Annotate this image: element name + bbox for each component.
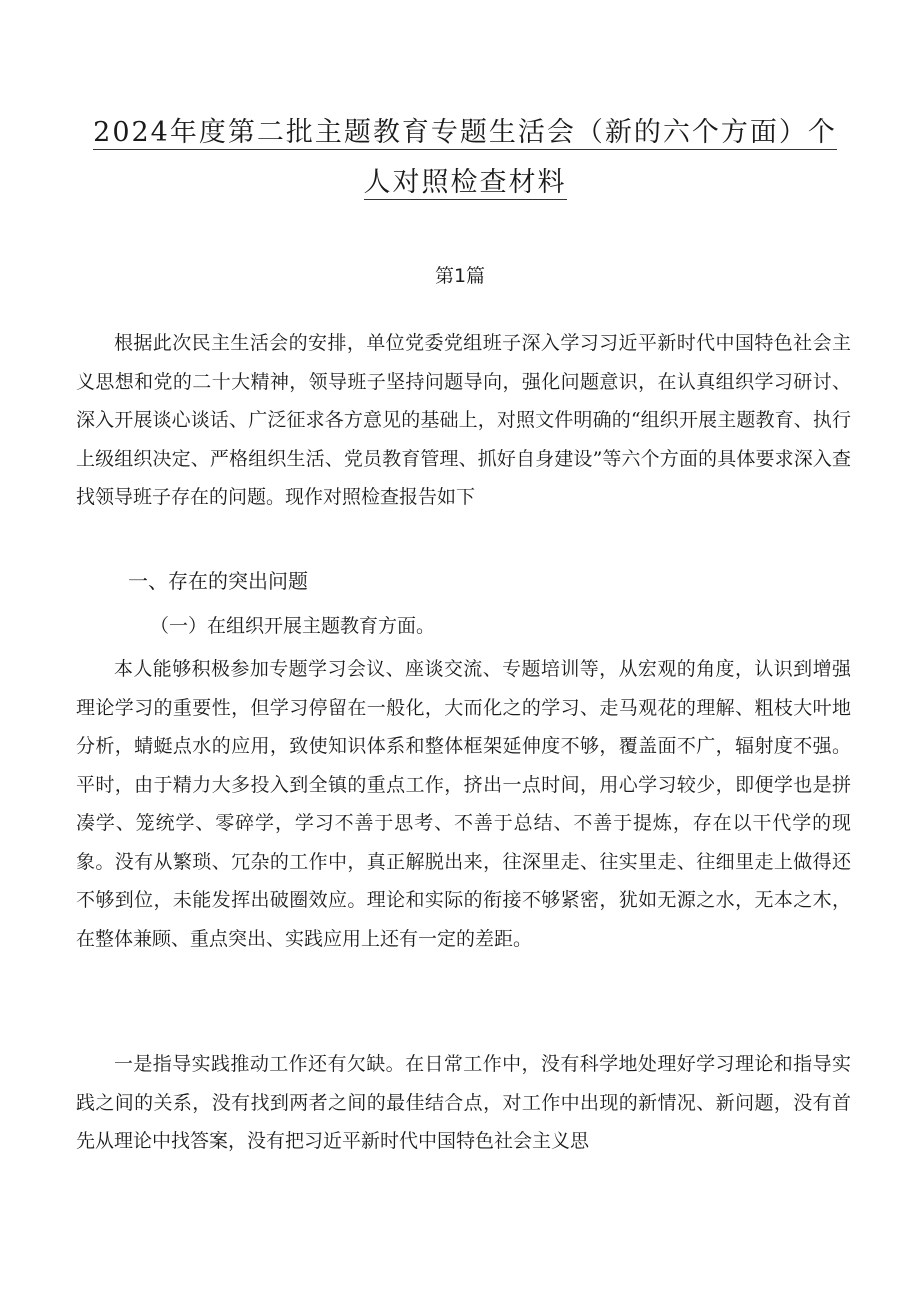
body-paragraph-2: 一是指导实践推动工作还有欠缺。在日常工作中，没有科学地处理好学习理论和指导实践之间的关系，没有找到两者之间的最佳结合点，对工作中出现的新情况、新问题，没有首先从理论中找答案，没有把习近平新时代中国特色社会主义思	[76, 1053, 851, 1152]
document-title-text-2: 人对照检查材料	[363, 167, 567, 198]
document-title-text-1: 2024年度第二批主题教育专题生活会（新的六个方面）个	[93, 117, 837, 148]
intro-paragraph: 根据此次民主生活会的安排，单位党委党组班子深入学习习近平新时代中国特色社会主义思想和党的二十大精神，领导班子坚持问题导向，强化问题意识，在认真组织学习研讨、深入开展谈心谈话、广泛征求各方意见的基础上，对照文件明确的“组织开展主题教育、执行上级组织决定、严格组织生活、党员教育管理、抓好自身建设”等六个方面的具体要求深入查找领导班子存在的问题。现作对照检查报告如下	[76, 332, 851, 508]
section-title: 第1篇	[434, 265, 486, 287]
body-paragraph-1: 本人能够积极参加专题学习会议、座谈交流、专题培训等，从宏观的角度，认识到增强理论学习的重要性，但学习停留在一般化，大而化之的学习、走马观花的理解、粗枝大叶地分析，蜻蜓点水的应用，致使知识体系和整体框架延伸度不够，覆盖面不广，辐射度不强。平时，由于精力大多投入到全镇的重点工作，挤出一点时间，用心学习较少，即便学也是拼凑学、笼统学、零碎学，学习不善于思考、不善于总结、不善于提炼，存在以干代学的现象。没有从繁琐、冗杂的工作中，真正解脱出来，往深里走、往实里走、往细里走上做得还不够到位，未能发挥出破圈效应。理论和实际的衔接不够紧密，犹如无源之水，无本之木，在整体兼顾、重点突出、实践应用上还有一定的差距。	[76, 658, 851, 950]
heading-level-2: （一）在组织开展主题教育方面。	[150, 615, 436, 637]
heading-level-1: 一、存在的突出问题	[128, 569, 308, 593]
document-title-line-2	[70, 160, 860, 199]
document-title-line-1	[70, 110, 860, 149]
